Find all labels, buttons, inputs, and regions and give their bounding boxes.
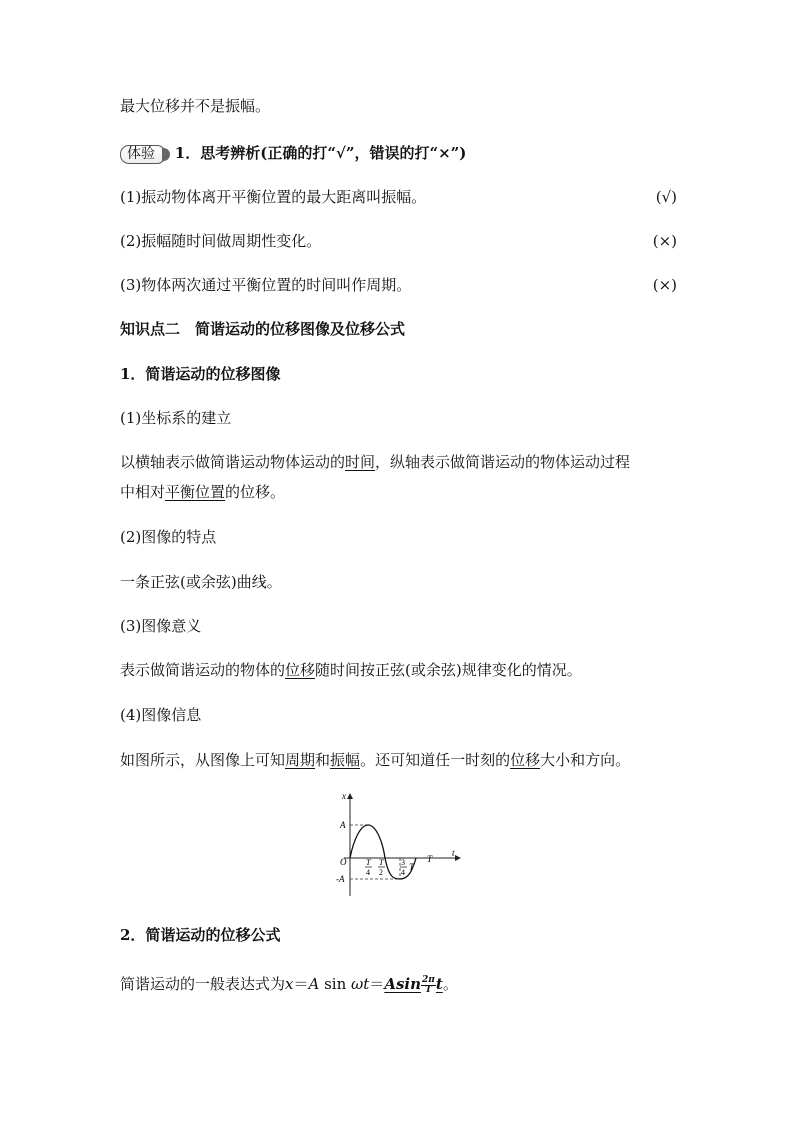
text-run: 随时间按正弦(或余弦)规律变化的情况。: [315, 661, 582, 679]
fraction-numerator: 2π: [422, 974, 435, 985]
section-heading: 知识点二 简谐运动的位移图像及位移公式: [120, 320, 406, 338]
answer-blank: 振幅: [330, 751, 361, 769]
formula-amplitude: A: [308, 975, 320, 993]
question-title: 1．思考辨析: [174, 144, 261, 162]
statement-3: (3)物体两次通过平衡位置的时间叫作周期。: [120, 276, 412, 294]
practice-heading: [120, 143, 466, 164]
quarter-T-den: 4: [366, 868, 370, 877]
sine-curve: [350, 825, 416, 879]
text-run: 中相对: [120, 483, 166, 501]
point-4-text: [120, 750, 630, 770]
formula-line: [120, 974, 458, 995]
formula-x: x: [285, 975, 294, 993]
three-quarter-T: T: [409, 862, 415, 872]
t-axis-label: t: [452, 848, 455, 858]
answer-blank: 周期: [285, 751, 316, 769]
fraction-denominator: T: [425, 984, 432, 995]
subheading-2: 2．简谐运动的位移公式: [120, 926, 281, 944]
formula-answer-asin: Asin: [384, 975, 422, 993]
formula-omega-t: ωt: [351, 975, 370, 993]
text-run: 简谐运动的一般表达式为: [120, 975, 286, 993]
formula-answer-t: t: [435, 975, 443, 993]
text-run: 如图所示，从图像上可知: [120, 751, 286, 769]
formula-fraction: [421, 976, 436, 995]
half-T-num: T: [379, 858, 384, 867]
x-axis-label: x: [342, 791, 346, 801]
text-run: 以横轴表示做简谐运动物体运动的: [120, 453, 346, 471]
half-T-den: 2: [379, 868, 383, 877]
point-1-title: (1)坐标系的建立: [120, 409, 232, 427]
quarter-T-num: T: [366, 858, 371, 867]
text-run: ，纵轴表示做简谐运动的物体运动过程: [375, 453, 631, 471]
three-quarter-num: 3: [401, 858, 405, 867]
text-run: 和: [315, 751, 331, 769]
point-3-title: (3)图像意义: [120, 617, 202, 635]
formula-sin: sin: [319, 975, 352, 993]
point-2-text: 一条正弦(或余弦)曲线。: [120, 573, 282, 591]
point-4-title: (4)图像信息: [120, 706, 202, 724]
statement-1-mark: (√): [655, 188, 677, 206]
formula-equals: ＝: [369, 975, 385, 993]
answer-blank: 位移: [285, 661, 316, 679]
answer-blank: 位移: [510, 751, 541, 769]
answer-blank: 时间: [345, 453, 376, 471]
period-label: T: [427, 854, 433, 864]
origin-label: O: [340, 857, 347, 867]
point-3-text: [120, 660, 582, 680]
three-quarter-den: 4: [401, 868, 405, 877]
experience-tag-label: 体验: [127, 146, 155, 162]
paragraph-line: 最大位移并不是振幅。: [120, 97, 271, 115]
displacement-graph: [328, 788, 464, 900]
statement-1: (1)振动物体离开平衡位置的最大距离叫振幅。: [120, 188, 427, 206]
text-run: 。还可知道任一时刻的: [360, 751, 511, 769]
question-note: (正确的打“√”，错误的打“×”): [260, 144, 467, 162]
amplitude-label: A: [340, 820, 346, 830]
answer-blank: 平衡位置: [165, 483, 226, 501]
text-run: 的位移。: [225, 483, 286, 501]
text-run: 。: [442, 975, 458, 993]
statement-2-mark: (×): [652, 232, 677, 250]
experience-tag: [120, 145, 166, 164]
point-1-line-1: [120, 452, 630, 472]
statement-3-mark: (×): [652, 276, 677, 294]
statement-2: (2)振幅随时间做周期性变化。: [120, 232, 322, 250]
subheading-1: 1．简谐运动的位移图像: [120, 365, 281, 383]
text-run: 表示做简谐运动的物体的: [120, 661, 286, 679]
point-1-line-2: [120, 482, 285, 502]
formula-answer: [384, 975, 442, 993]
negative-amplitude-label: -A: [336, 874, 345, 884]
point-2-title: (2)图像的特点: [120, 528, 217, 546]
formula-equals: ＝: [293, 975, 309, 993]
text-run: 大小和方向。: [540, 751, 631, 769]
